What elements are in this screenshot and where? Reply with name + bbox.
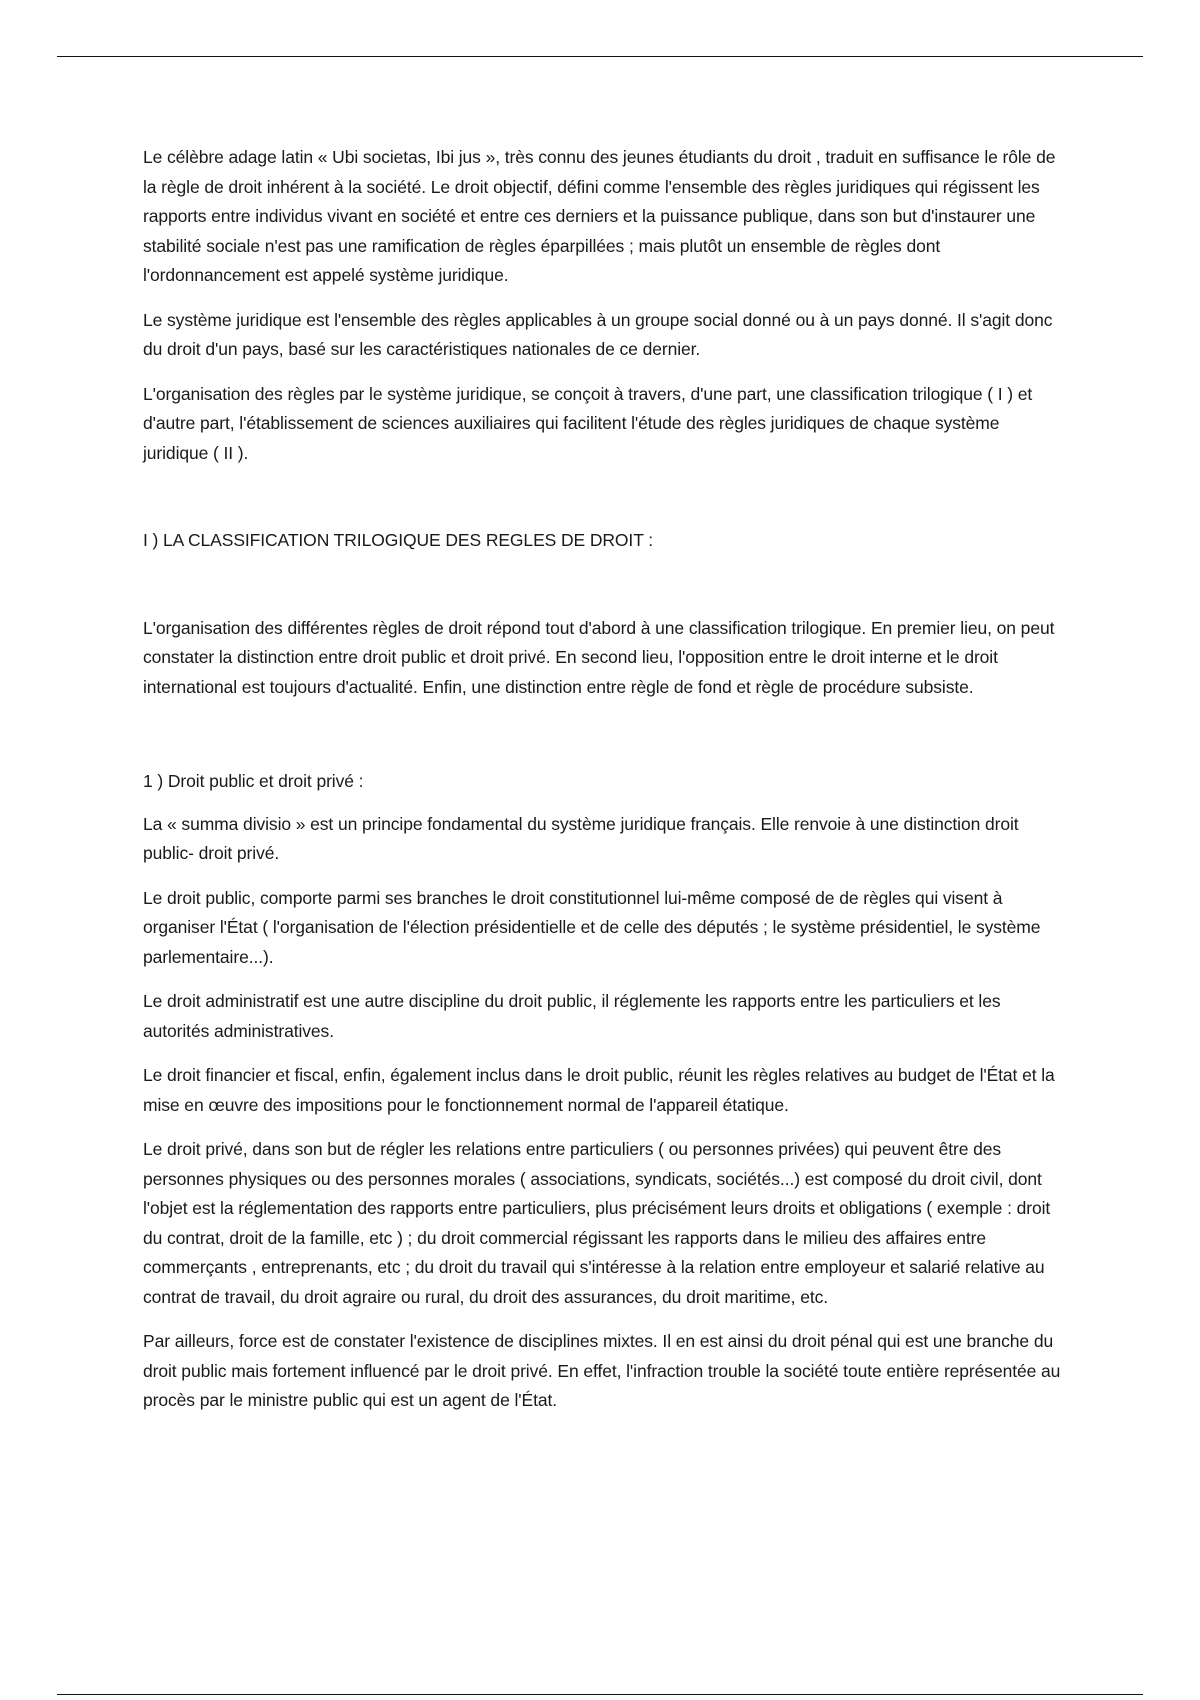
subsection-heading: 1 ) Droit public et droit privé : bbox=[143, 771, 364, 791]
subsection-paragraph: La « summa divisio » est un principe fondamental du système juridique français. Elle renvoie à une distinction droit public- droit privé. bbox=[143, 813, 1019, 863]
subsection-paragraph: Le droit administratif est une autre discipline du droit public, il réglemente les rapports entre les particuliers et les autorités administratives. bbox=[143, 991, 1001, 1041]
section-heading: I ) LA CLASSIFICATION TRILOGIQUE DES REGLES DE DROIT : bbox=[143, 530, 653, 550]
subsection-paragraph: Le droit public, comporte parmi ses branches le droit constitutionnel lui-même composé de de règles qui visent à organiser l'État ( l'organisation de l'élection présidentielle et de celle des députés ; le système présidentiel, le système parlementaire...). bbox=[143, 887, 1041, 967]
intro-paragraph: L'organisation des règles par le système juridique, se conçoit à travers, d'une part, une classification trilogique ( I ) et d'autre part, l'établissement de sciences auxiliaires qui facilitent l'étude des règles juridiques de chaque système juridique ( II ). bbox=[143, 383, 1033, 463]
subsection-paragraph: Le droit privé, dans son but de régler les relations entre particuliers ( ou personnes privées) qui peuvent être des personnes physiques ou des personnes morales ( associations, syndicats, sociétés...) est composé du droit civil, dont l'objet est la réglementation des rapports entre particuliers, plus précisément leurs droits et obligations ( exemple : droit du contrat, droit de la famille, etc ) ; du droit commercial régissant les rapports dans le milieu des affaires entre commerçants , entreprenants, etc ; du droit du travail qui s'intéresse à la relation entre employeur et salarié relative au contrat de travail, du droit agraire ou rural, du droit des assurances, du droit maritime, etc. bbox=[143, 1139, 1051, 1307]
document-body bbox=[143, 143, 1068, 1431]
intro-paragraph: Le célèbre adage latin « Ubi societas, Ibi jus », très connu des jeunes étudiants du droit , traduit en suffisance le rôle de la règle de droit inhérent à la société. Le droit objectif, défini comme l'ensemble des règles juridiques qui régissent les rapports entre individus vivant en société et entre ces derniers et la puissance publique, dans son but d'instaurer une stabilité sociale n'est pas une ramification de règles éparpillées ; mais plutôt un ensemble de règles dont l'ordonnancement est appelé système juridique. bbox=[143, 147, 1056, 285]
bottom-rule bbox=[57, 1694, 1143, 1695]
section-paragraph: L'organisation des différentes règles de droit répond tout d'abord à une classification trilogique. En premier lieu, on peut constater la distinction entre droit public et droit privé. En second lieu, l'opposition entre le droit interne et le droit international est toujours d'actualité. Enfin, une distinction entre règle de fond et règle de procédure subsiste. bbox=[143, 617, 1055, 697]
top-rule bbox=[57, 56, 1143, 57]
subsection-paragraph: Par ailleurs, force est de constater l'existence de disciplines mixtes. Il en est ainsi du droit pénal qui est une branche du droit public mais fortement influencé par le droit privé. En effet, l'infraction trouble la société toute entière représentée au procès par le ministre public qui est un agent de l'État. bbox=[143, 1331, 1061, 1410]
subsection-paragraph: Le droit financier et fiscal, enfin, également inclus dans le droit public, réunit les règles relatives au budget de l'État et la mise en œuvre des impositions pour le fonctionnement normal de l'appareil étatique. bbox=[143, 1065, 1055, 1115]
intro-paragraph: Le système juridique est l'ensemble des règles applicables à un groupe social donné ou à un pays donné. Il s'agit donc du droit d'un pays, basé sur les caractéristiques nationales de ce dernier. bbox=[143, 309, 1053, 359]
